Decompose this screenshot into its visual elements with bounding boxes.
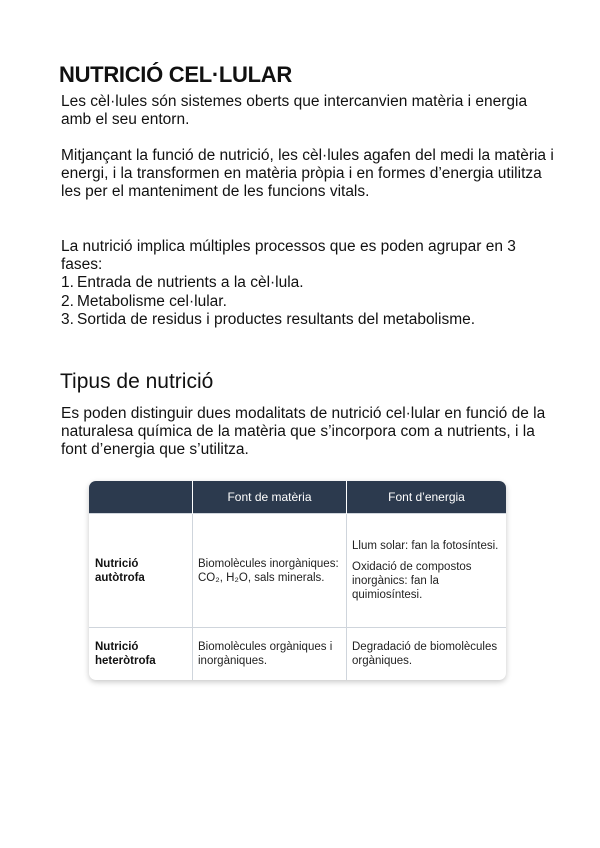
section-subtitle: Tipus de nutrició <box>60 370 214 393</box>
header-cell-matter: Font de matèria <box>193 481 347 514</box>
function-paragraph: Mitjançant la funció de nutrició, les cèl·lules agafen del medi la matèria i energi, i la transformen en matèria pròpia i en formes d’energia utilitza les per el manteniment de les funcions vitals. <box>61 147 554 200</box>
row-label-autotrophic: Nutrició autòtrofa <box>89 514 193 628</box>
cell-matter: Biomolècules inorgàniques: CO₂, H₂O, sals minerals. <box>193 514 347 628</box>
list-item: 2. Metabolisme cel·lular. <box>61 292 227 310</box>
intro-paragraph: Les cèl·lules són sistemes oberts que intercanvien matèria i energia amb el seu entorn. <box>61 93 528 128</box>
list-item: 1. Entrada de nutrients a la cèl·lula. <box>61 274 304 291</box>
header-cell-energy: Font d’energia <box>347 481 507 514</box>
table-header-row <box>89 481 506 514</box>
cell-matter: Biomolècules orgàniques i inorgàniques. <box>193 628 347 680</box>
table-row <box>89 514 506 628</box>
phases-intro-paragraph: La nutrició implica múltiples processos que es poden agrupar en 3 fases: <box>61 238 516 273</box>
energy-item: Oxidació de compostos inorgànics: fan la quimiosíntesi. <box>352 561 472 602</box>
types-paragraph: Es poden distinguir dues modalitats de nutrició cel·lular en funció de la naturalesa química de la matèria que s’incorpora com a nutrients, i la font d’energia que s’utilitza. <box>61 405 546 458</box>
nutrition-table <box>89 481 506 680</box>
page-title: NUTRICIÓ CEL·LULAR <box>59 62 292 87</box>
energy-item: Degradació de biomolècules orgàniques. <box>352 641 498 668</box>
header-cell-empty <box>89 481 193 514</box>
cell-energy <box>347 628 507 680</box>
row-label-heterotrophic: Nutrició heteròtrofa <box>89 628 193 680</box>
cell-energy <box>347 514 507 628</box>
list-item: 3. Sortida de residus i productes resultants del metabolisme. <box>61 311 476 328</box>
phases-list <box>61 274 475 330</box>
table-row <box>89 628 506 680</box>
energy-item: Llum solar: fan la fotosíntesi. <box>352 540 499 553</box>
